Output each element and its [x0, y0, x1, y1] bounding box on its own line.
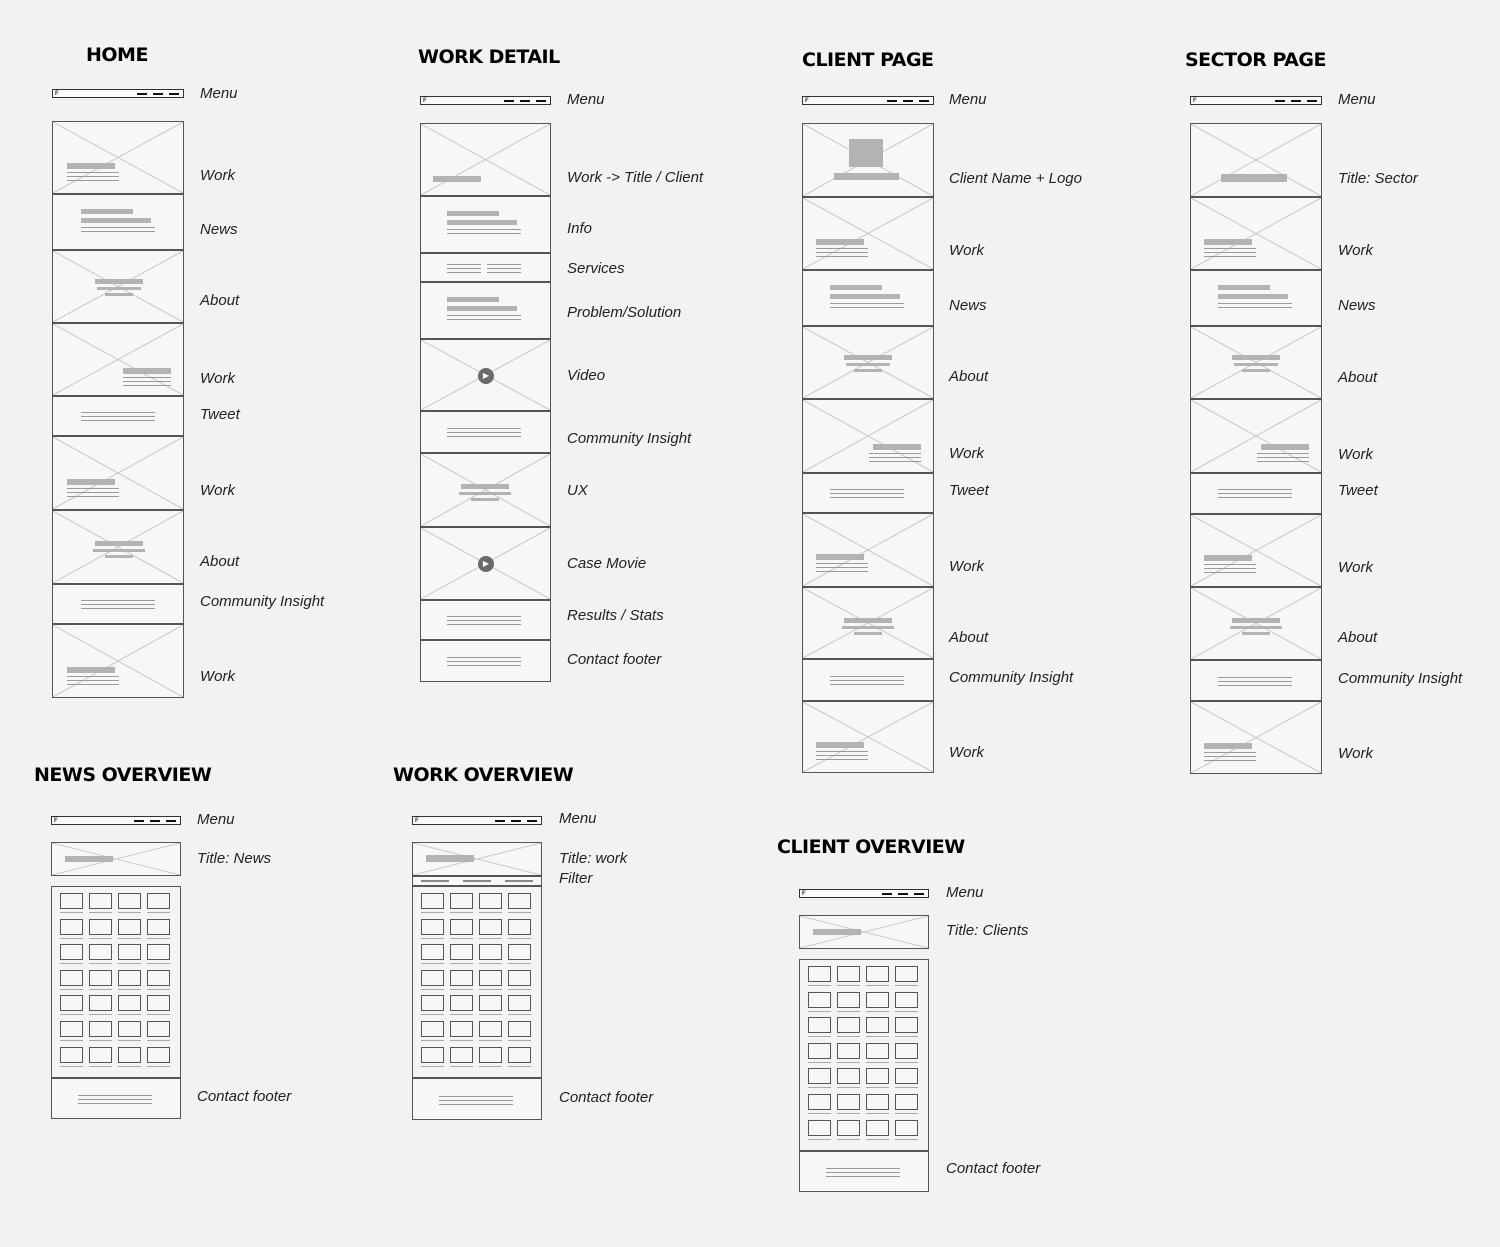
logo-icon: F	[415, 818, 419, 824]
menu-bar	[52, 89, 184, 98]
label-results-stats: Results / Stats	[567, 607, 664, 624]
label-info: Info	[567, 220, 593, 237]
section-title-news	[51, 842, 181, 876]
logo-icon: F	[1193, 98, 1197, 104]
section-work	[1190, 399, 1322, 473]
menu-bar	[802, 96, 934, 105]
image-placeholder-icon	[421, 124, 550, 195]
label-menu: Menu	[559, 810, 597, 827]
section-about	[1190, 326, 1322, 399]
label-services: Services	[567, 260, 625, 277]
work-detail-title: WORK DETAIL	[418, 46, 560, 68]
image-placeholder-icon	[53, 511, 183, 583]
label-title-work: Title: work	[559, 850, 628, 867]
label-about: About	[200, 553, 240, 570]
image-placeholder-icon	[803, 702, 933, 772]
section-contact-footer	[420, 640, 551, 682]
section-contact-footer	[412, 1078, 542, 1120]
image-placeholder-icon	[53, 437, 183, 509]
label-filter: Filter	[559, 870, 593, 887]
label-work: Work	[200, 370, 235, 387]
client-overview-title: CLIENT OVERVIEW	[777, 836, 965, 858]
section-work	[52, 624, 184, 698]
section-info	[420, 196, 551, 253]
section-title-clients	[799, 915, 929, 949]
label-about: About	[1338, 369, 1378, 386]
label-work: Work	[200, 482, 235, 499]
work-overview-title: WORK OVERVIEW	[393, 764, 574, 786]
label-work: Work	[200, 167, 235, 184]
label-video: Video	[567, 367, 606, 384]
section-tweet	[52, 396, 184, 436]
label-menu: Menu	[200, 85, 238, 102]
section-case-movie	[420, 527, 551, 600]
label-news: News	[949, 297, 987, 314]
label-work: Work	[1338, 242, 1373, 259]
label-menu: Menu	[567, 91, 605, 108]
filter-bar[interactable]	[412, 876, 542, 886]
client-logo	[849, 139, 883, 167]
image-placeholder-icon	[53, 122, 183, 193]
section-video	[420, 339, 551, 411]
label-work-title-client: Work -> Title / Client	[567, 169, 704, 186]
section-news	[52, 194, 184, 250]
section-work	[802, 399, 934, 473]
label-work: Work	[200, 668, 235, 685]
section-problem-solution	[420, 282, 551, 339]
label-work: Work	[949, 445, 984, 462]
label-case-movie: Case Movie	[567, 555, 647, 572]
label-menu: Menu	[949, 91, 987, 108]
section-work	[52, 323, 184, 396]
section-work	[802, 197, 934, 270]
section-work	[1190, 514, 1322, 587]
label-about: About	[1338, 629, 1378, 646]
image-placeholder-icon	[1191, 124, 1321, 196]
section-news	[1190, 270, 1322, 326]
section-community-insight	[1190, 660, 1322, 701]
sector-page-title: SECTOR PAGE	[1185, 49, 1326, 71]
label-client-name-logo: Client Name + Logo	[949, 170, 1082, 187]
section-title-sector	[1190, 123, 1322, 197]
section-work	[802, 513, 934, 587]
logo-icon: F	[55, 91, 59, 97]
section-about	[52, 510, 184, 584]
label-work: Work	[1338, 446, 1373, 463]
label-tweet: Tweet	[949, 482, 989, 499]
section-about	[1190, 587, 1322, 660]
label-menu: Menu	[946, 884, 984, 901]
label-work: Work	[949, 744, 984, 761]
section-contact-footer	[799, 1151, 929, 1192]
label-contact-footer: Contact footer	[197, 1088, 292, 1105]
section-news	[802, 270, 934, 326]
image-placeholder-icon	[421, 454, 550, 526]
section-ux	[420, 453, 551, 527]
label-work: Work	[1338, 559, 1373, 576]
section-tweet	[802, 473, 934, 513]
label-work: Work	[949, 558, 984, 575]
label-problem-solution: Problem/Solution	[567, 304, 682, 321]
label-tweet: Tweet	[1338, 482, 1378, 499]
news-overview-title: NEWS OVERVIEW	[34, 764, 212, 786]
logo-icon: F	[802, 891, 806, 897]
label-news: News	[1338, 297, 1376, 314]
label-community-insight: Community Insight	[1338, 670, 1463, 687]
label-contact-footer: Contact footer	[559, 1089, 654, 1106]
image-placeholder-icon	[803, 588, 933, 658]
section-community-insight	[802, 659, 934, 701]
image-placeholder-icon	[1191, 198, 1321, 269]
label-about: About	[949, 368, 989, 385]
section-about	[802, 326, 934, 399]
section-work	[52, 121, 184, 194]
section-results-stats	[420, 600, 551, 640]
section-community-insight	[52, 584, 184, 624]
label-tweet: Tweet	[200, 406, 240, 423]
label-contact-footer: Contact footer	[946, 1160, 1041, 1177]
section-work	[52, 436, 184, 510]
menu-bar	[51, 816, 181, 825]
image-placeholder-icon	[803, 514, 933, 586]
image-placeholder-icon	[1191, 588, 1321, 659]
label-work: Work	[949, 242, 984, 259]
section-work	[1190, 197, 1322, 270]
client-page-title: CLIENT PAGE	[802, 49, 934, 71]
logo-icon: F	[805, 98, 809, 104]
menu-bar	[412, 816, 542, 825]
news-grid	[51, 886, 181, 1078]
section-about	[52, 250, 184, 323]
image-placeholder-icon	[1191, 515, 1321, 586]
section-title-work	[412, 842, 542, 876]
image-placeholder-icon	[803, 198, 933, 269]
section-community-insight	[420, 411, 551, 453]
section-tweet	[1190, 473, 1322, 514]
work-grid	[412, 886, 542, 1078]
play-icon[interactable]: ▶	[478, 368, 494, 384]
clients-grid	[799, 959, 929, 1151]
label-menu: Menu	[1338, 91, 1376, 108]
section-work	[802, 701, 934, 773]
label-community-insight: Community Insight	[567, 430, 692, 447]
section-work-title-client	[420, 123, 551, 196]
menu-bar	[1190, 96, 1322, 105]
home-title: HOME	[86, 44, 148, 66]
section-contact-footer	[51, 1078, 181, 1119]
label-contact-footer: Contact footer	[567, 651, 662, 668]
label-menu: Menu	[197, 811, 235, 828]
section-about	[802, 587, 934, 659]
image-placeholder-icon	[1191, 702, 1321, 773]
label-title-news: Title: News	[197, 850, 272, 867]
label-ux: UX	[567, 482, 588, 499]
label-community-insight: Community Insight	[200, 593, 325, 610]
label-community-insight: Community Insight	[949, 669, 1074, 686]
label-work: Work	[1338, 745, 1373, 762]
logo-icon: F	[54, 818, 58, 824]
label-about: About	[200, 292, 240, 309]
label-title-sector: Title: Sector	[1338, 170, 1418, 187]
label-about: About	[949, 629, 989, 646]
logo-icon: F	[423, 98, 427, 104]
label-news: News	[200, 221, 238, 238]
label-title-clients: Title: Clients	[946, 922, 1029, 939]
menu-bar	[799, 889, 929, 898]
section-client-name-logo	[802, 123, 934, 197]
section-services	[420, 253, 551, 282]
image-placeholder-icon	[53, 625, 183, 697]
play-icon[interactable]: ▶	[478, 556, 494, 572]
menu-bar	[420, 96, 551, 105]
section-work	[1190, 701, 1322, 774]
